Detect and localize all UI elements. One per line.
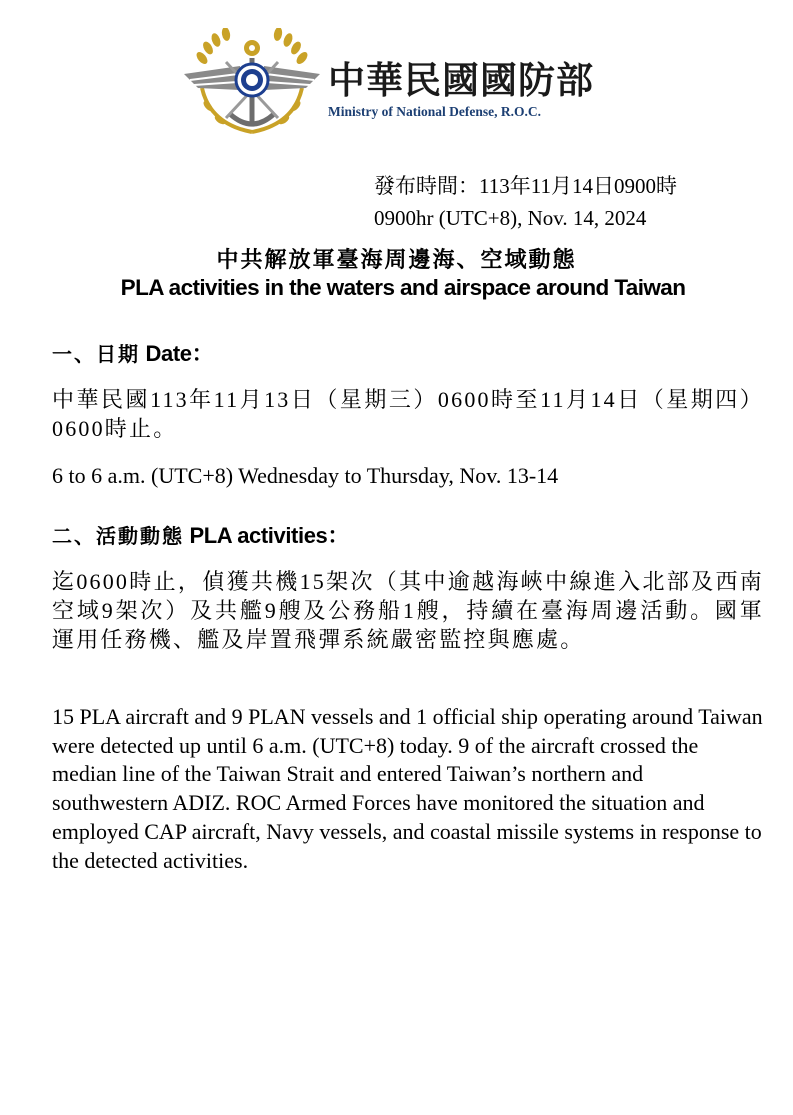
section-activities-body-zh: 迄0600時止，偵獲共機15架次（其中逾越海峽中線進入北部及西南空域9架次）及共艦9艘及公務船1艘，持續在臺海周邊活動。國軍運用任務機、艦及岸置飛彈系統嚴密監控與應處。 bbox=[52, 569, 764, 652]
release-time bbox=[374, 170, 677, 234]
section-date-body-zh: 中華民國113年11月13日（星期三）0600時至11月14日（星期四）0600時止。 bbox=[52, 387, 764, 441]
section-activities-heading-en: PLA activities： bbox=[189, 523, 349, 548]
section-activities-body-en: 15 PLA aircraft and 9 PLAN vessels and 1 official ship operating around Taiwan were detected up until 6 a.m. (UTC+8) today. 9 of the aircraft crossed the median line of the Taiwan Strait and entered Taiwan’s northern and southwestern ADIZ. ROC Armed Forces have monitored the situation and employed CAP aircraft, Navy vessels, and coastal missile systems in response to the detected activities. bbox=[52, 704, 763, 873]
mnd-roc-emblem-icon bbox=[180, 28, 325, 138]
org-name-zh: 中華民國國防部 bbox=[328, 59, 594, 102]
document-title-en: PLA activities in the waters and airspace around Taiwan bbox=[120, 275, 686, 300]
release-time-en: 0900hr (UTC+8), Nov. 14, 2024 bbox=[374, 206, 647, 230]
section-date-body-en: 6 to 6 a.m. (UTC+8) Wednesday to Thursday, Nov. 13-14 bbox=[52, 463, 559, 488]
section-activities-heading-zh: 二、活動動態 bbox=[52, 524, 184, 548]
letterhead bbox=[180, 28, 640, 138]
section-date-heading-en: Date： bbox=[145, 341, 214, 366]
section-date-heading-zh: 一、日期 bbox=[52, 342, 140, 366]
org-name-en: Ministry of National Defense, R.O.C. bbox=[328, 104, 541, 119]
release-time-zh: 發布時間：113年11月14日0900時 bbox=[374, 174, 677, 198]
document-title-zh: 中共解放軍臺海周邊海、空域動態 bbox=[216, 248, 577, 273]
section-activities-heading bbox=[52, 519, 349, 550]
section-date-heading bbox=[52, 337, 213, 368]
